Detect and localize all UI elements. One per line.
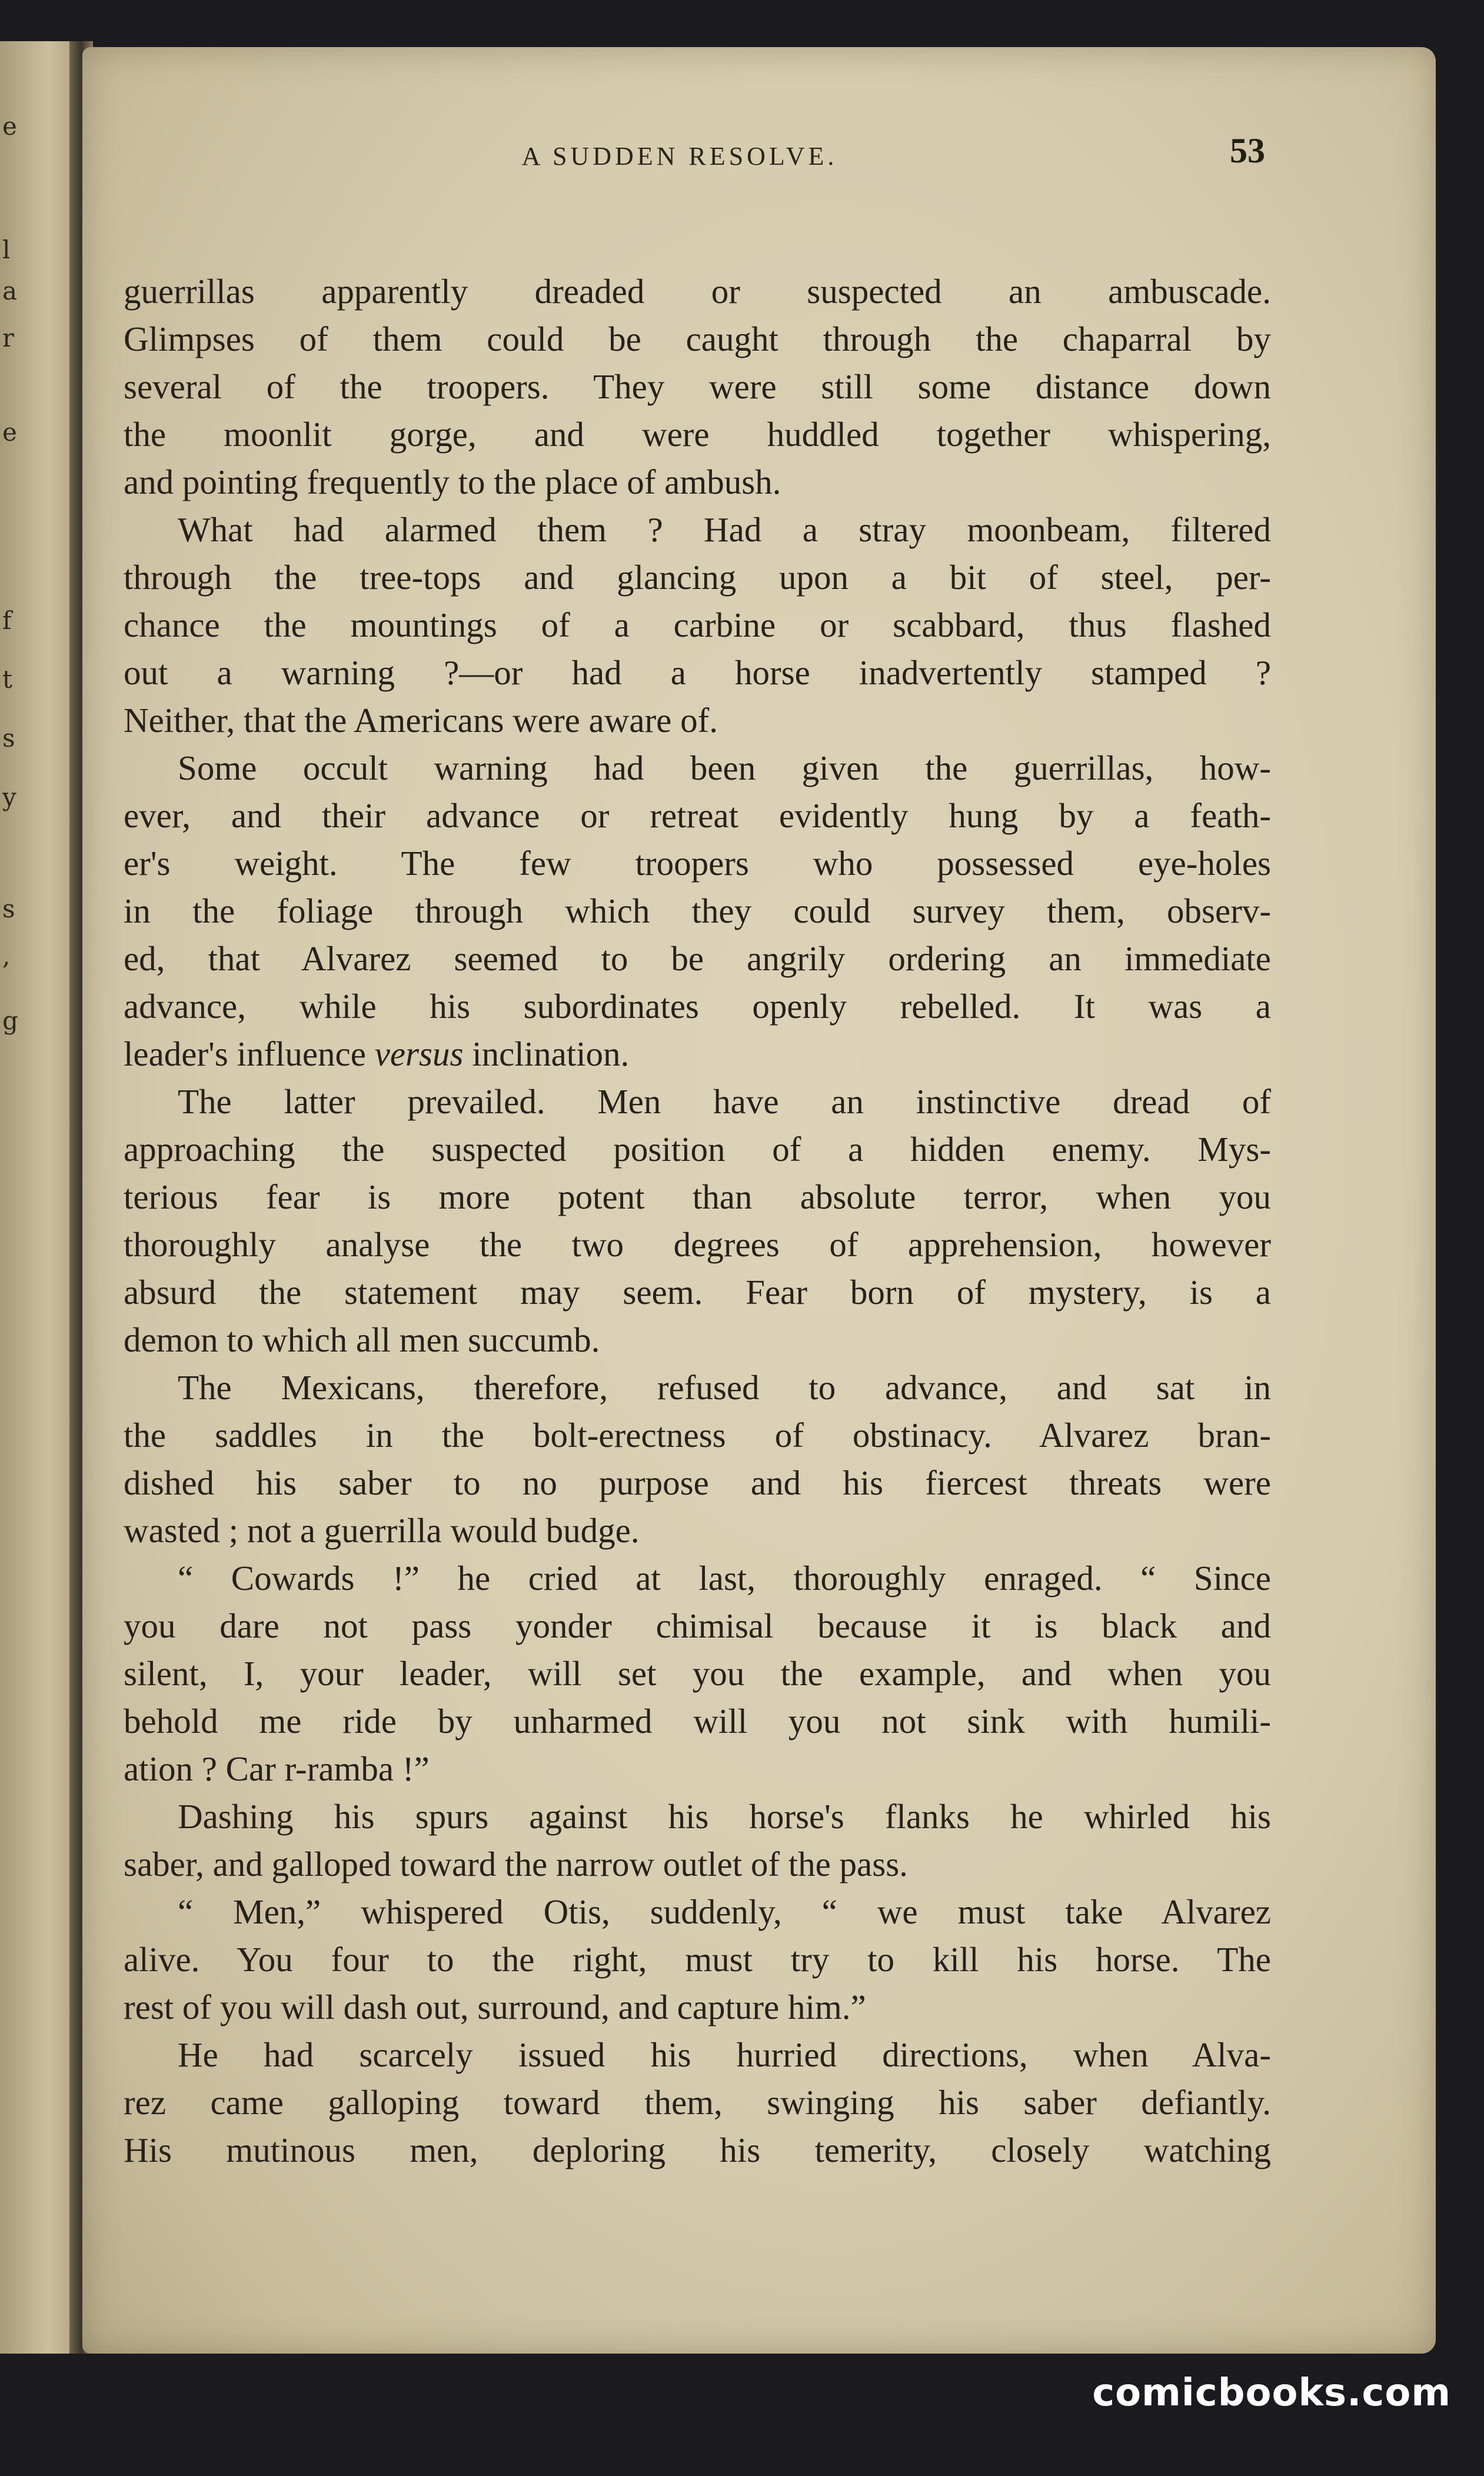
facing-page-glyph: t — [2, 665, 12, 694]
text-line: you dare not pass yonder chimisal because it is black and — [124, 1606, 1271, 1645]
facing-page-glyph: a — [2, 277, 18, 305]
text-line: The latter prevailed. Men have an instinctive dread of — [178, 1082, 1271, 1121]
text-line: the saddles in the bolt-erectness of obstinacy. Alvarez bran- — [124, 1416, 1271, 1455]
text-line: ation ? Car r-ramba !” — [124, 1749, 430, 1788]
text-line: guerrillas apparently dreaded or suspected an ambuscade. — [124, 272, 1271, 311]
facing-page-glyph: y — [2, 783, 16, 811]
text-line: wasted ; not a guerrilla would budge. — [124, 1511, 640, 1550]
text-line: Glimpses of them could be caught through the chaparral by — [124, 320, 1271, 358]
text-line: “ Men,” whispered Otis, suddenly, “ we must take Alvarez — [178, 1892, 1271, 1931]
facing-page-glyph: r — [2, 324, 15, 352]
text-line: the moonlit gorge, and were huddled together whispering, — [124, 415, 1271, 454]
running-head — [94, 131, 1265, 189]
text-line: Neither, that the Americans were aware of. — [124, 701, 718, 740]
text-line: through the tree-tops and glancing upon a bit of steel, per- — [124, 558, 1271, 597]
facing-page-glyph: f — [2, 606, 12, 635]
text-line: demon to which all men succumb. — [124, 1320, 600, 1359]
text-line: dished his saber to no purpose and his fiercest threats were — [124, 1463, 1271, 1502]
text-line: out a warning ?—or had a horse inadvertently stamped ? — [124, 653, 1271, 692]
text-line: His mutinous men, deploring his temerity, closely watching — [124, 2131, 1271, 2169]
text-line: er's weight. The few troopers who possessed eye-holes — [124, 844, 1271, 883]
text-line: advance, while his subordinates openly rebelled. It was a — [124, 987, 1271, 1026]
text-line: behold me ride by unharmed will you not sink with humili- — [124, 1702, 1271, 1740]
facing-page-glyph: e — [2, 418, 17, 447]
text-line: silent, I, your leader, will set you the example, and when you — [124, 1654, 1271, 1693]
text-line: Some occult warning had been given the guerrillas, how- — [178, 748, 1271, 787]
text-line: and pointing frequently to the place of ambush. — [124, 462, 781, 501]
facing-page-fragments — [2, 41, 20, 2354]
facing-page-glyph: s — [2, 724, 15, 753]
text-line: alive. You four to the right, must try to kill his horse. The — [124, 1940, 1271, 1979]
text-line: The Mexicans, therefore, refused to advance, and sat in — [178, 1368, 1271, 1407]
text-line: ed, that Alvarez seemed to be angrily ordering an immediate — [124, 939, 1271, 978]
text-line: What had alarmed them ? Had a stray moonbeam, filtered — [178, 510, 1271, 549]
facing-page-glyph: g — [2, 1006, 18, 1035]
facing-page-glyph: l — [2, 235, 11, 264]
text-line: absurd the statement may seem. Fear born of mystery, is a — [124, 1273, 1271, 1312]
text-line: Dashing his spurs against his horse's flanks he whirled his — [178, 1797, 1271, 1836]
text-line: thoroughly analyse the two degrees of apprehension, however — [124, 1225, 1271, 1264]
text-line: saber, and galloped toward the narrow outlet of the pass. — [124, 1845, 908, 1883]
text-line: rest of you will dash out, surround, and capture him.” — [124, 1988, 866, 2026]
italic-word: versus — [374, 1034, 464, 1073]
text-line: “ Cowards !” he cried at last, thoroughly enraged. “ Since — [178, 1559, 1271, 1598]
text-line: ever, and their advance or retreat evidently hung by a feath- — [124, 796, 1271, 835]
body-text — [124, 268, 1271, 2174]
facing-page-glyph: e — [2, 112, 17, 141]
text-line: approaching the suspected position of a hidden enemy. Mys- — [124, 1130, 1271, 1169]
text-line: He had scarcely issued his hurried directions, when Alva- — [178, 2035, 1271, 2074]
text-line: rez came galloping toward them, swinging his saber defiantly. — [124, 2083, 1271, 2122]
text-line: several of the troopers. They were still some distance down — [124, 367, 1271, 406]
facing-page-glyph: s — [2, 894, 15, 923]
running-head-title: A SUDDEN RESOLVE. — [521, 142, 838, 171]
text-line: in the foliage through which they could survey them, observ- — [124, 891, 1271, 930]
text-line: chance the mountings of a carbine or scabbard, thus flashed — [124, 605, 1271, 644]
text-line: leader's influence versus inclination. — [124, 1034, 630, 1073]
facing-page-glyph: , — [2, 941, 11, 970]
site-watermark: comicbooks.com — [1092, 2371, 1451, 2415]
page-number: 53 — [1230, 131, 1265, 170]
text-line: terious fear is more potent than absolute terror, when you — [124, 1177, 1271, 1216]
